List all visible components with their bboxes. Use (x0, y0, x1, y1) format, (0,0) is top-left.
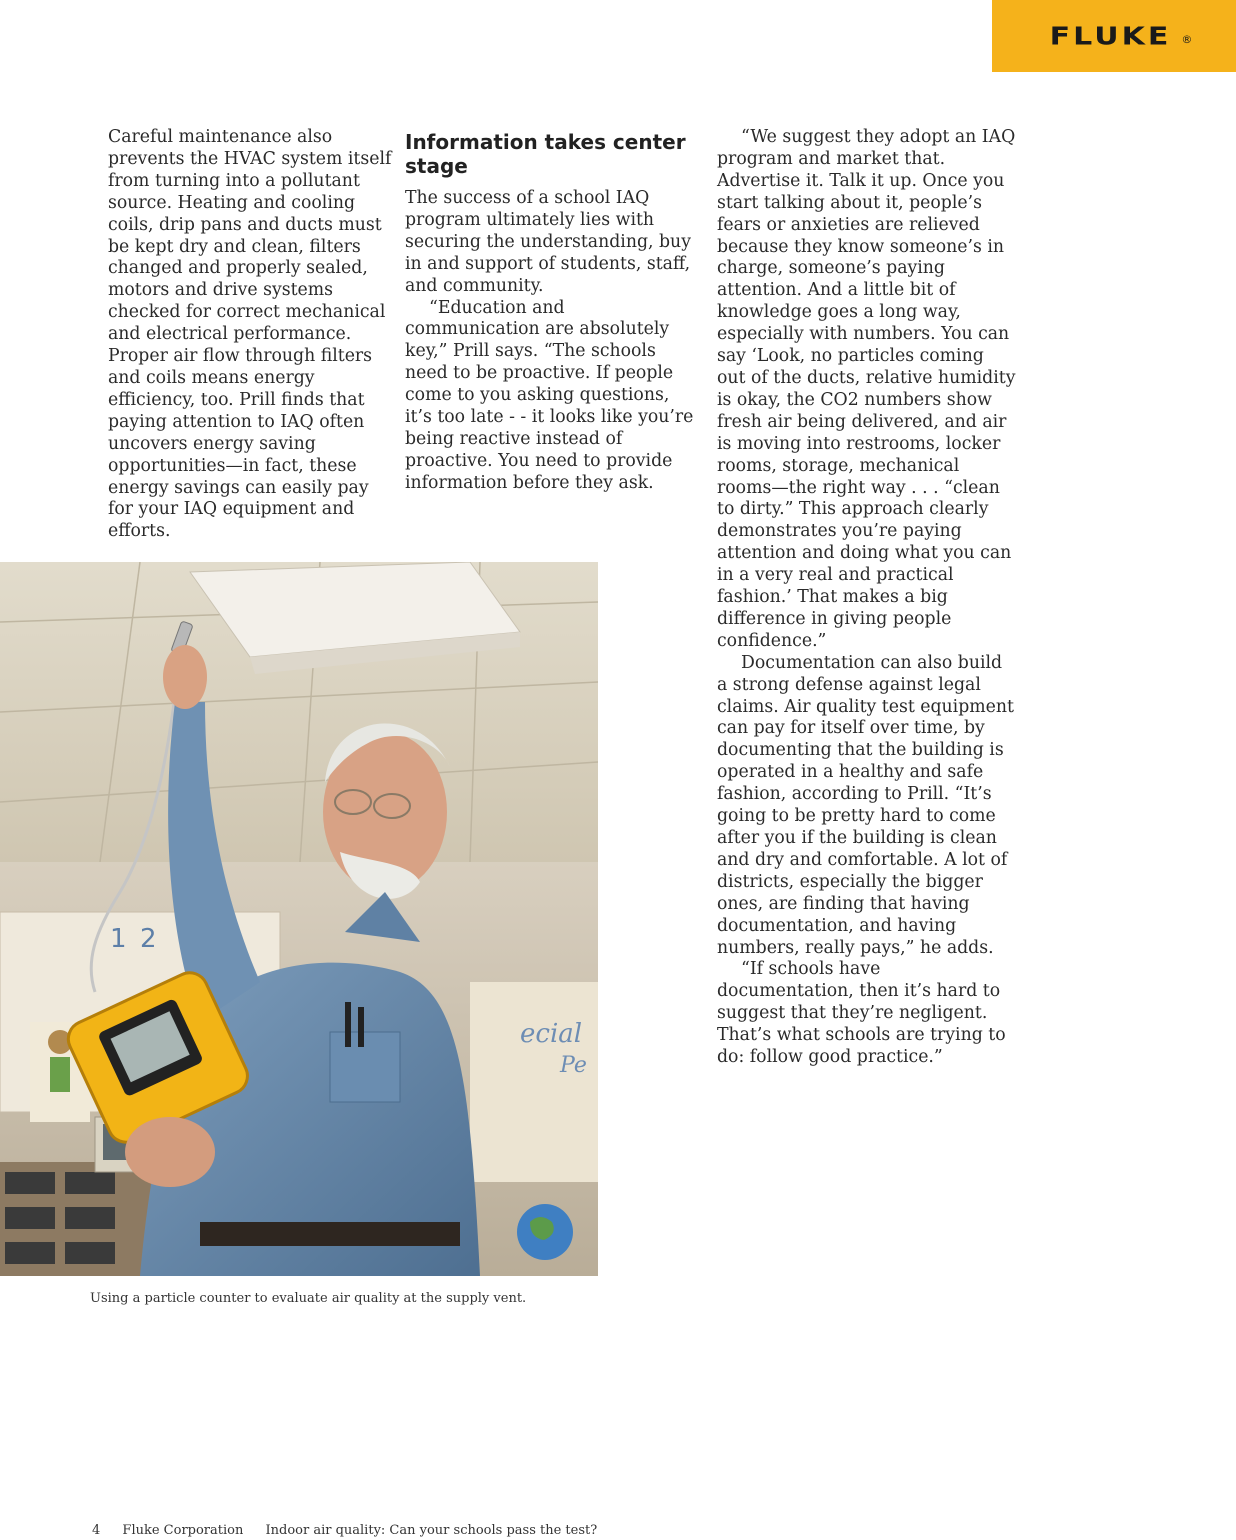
paragraph: Careful maintenance also prevents the HVAC system itself from turning into a pollutant source. Heating and cooling coils, drip pans and ducts must be kept dry and clean, filters changed and properly sealed, motors and drive systems checked for correct mechanical and electrical performance. Proper air flow through filters and coils means energy efficiency, too. Prill finds that paying attention to IAQ often uncovers energy saving opportunities—in fact, these energy savings can easily pay for your IAQ equipment and efforts. (108, 127, 392, 542)
paragraph: The success of a school IAQ program ultimately lies with securing the understanding, buy in and support of students, staff, and community. (405, 188, 691, 296)
column-3 (717, 127, 1017, 1069)
column-1 (108, 127, 396, 543)
photo-caption: Using a particle counter to evaluate air quality at the supply vent. (90, 1291, 527, 1306)
logo-wordmark: FLUKE (1049, 21, 1172, 51)
paragraph: “If schools have documentation, then it’s hard to suggest that they’re negligent. That’s what schools are trying to do: follow good practice.” (717, 959, 1006, 1068)
page-number: 4 (92, 1523, 101, 1538)
technician-photo (0, 562, 598, 1276)
footer-title: Indoor air quality: Can your schools pass the test? (265, 1523, 598, 1538)
board-text: ecial (520, 1019, 583, 1049)
page-footer (92, 1523, 615, 1538)
board-number: 1 (110, 924, 127, 954)
fluke-logo (992, 0, 1236, 72)
paragraph: “We suggest they adopt an IAQ program and market that. Advertise it. Talk it up. Once you start talking about it, people’s fears or anxieties are relieved because they know someone’s in charge, someone’s paying attention. And a little bit of knowledge goes a long way, especially with numbers. You can say ‘Look, no particles coming out of the ducts, relative humidity is okay, the CO2 numbers show fresh air being delivered, and air is moving into restrooms, locker rooms, storage, mechanical rooms—the right way . . . “clean to dirty.” This approach clearly demonstrates you’re paying attention and doing what you can in a very real and practical fashion.’ That makes a big difference in giving people confidence.” (717, 127, 1016, 651)
section-heading: Information takes center stage (405, 130, 686, 178)
board-number: 2 (140, 924, 157, 954)
registered-mark: ® (1181, 32, 1193, 46)
board-text-2: Pe (560, 1053, 587, 1078)
footer-company: Fluke Corporation (122, 1523, 244, 1538)
paragraph: “Education and communication are absolutely key,” Prill says. “The schools need to be proactive. If people come to you asking questions, it’s too late - - it looks like you’re being reactive instead of proactive. You need to provide information before they ask. (405, 297, 694, 493)
column-2 (405, 130, 700, 495)
paragraph: Documentation can also build a strong defense against legal claims. Air quality test equipment can pay for itself over time, by documenting that the building is operated in a healthy and safe fashion, according to Prill. “It’s going to be pretty hard to come after you if the building is clean and dry and comfortable. A lot of districts, especially the bigger ones, are finding that having documentation, and having numbers, really pays,” he adds. (717, 652, 1014, 958)
